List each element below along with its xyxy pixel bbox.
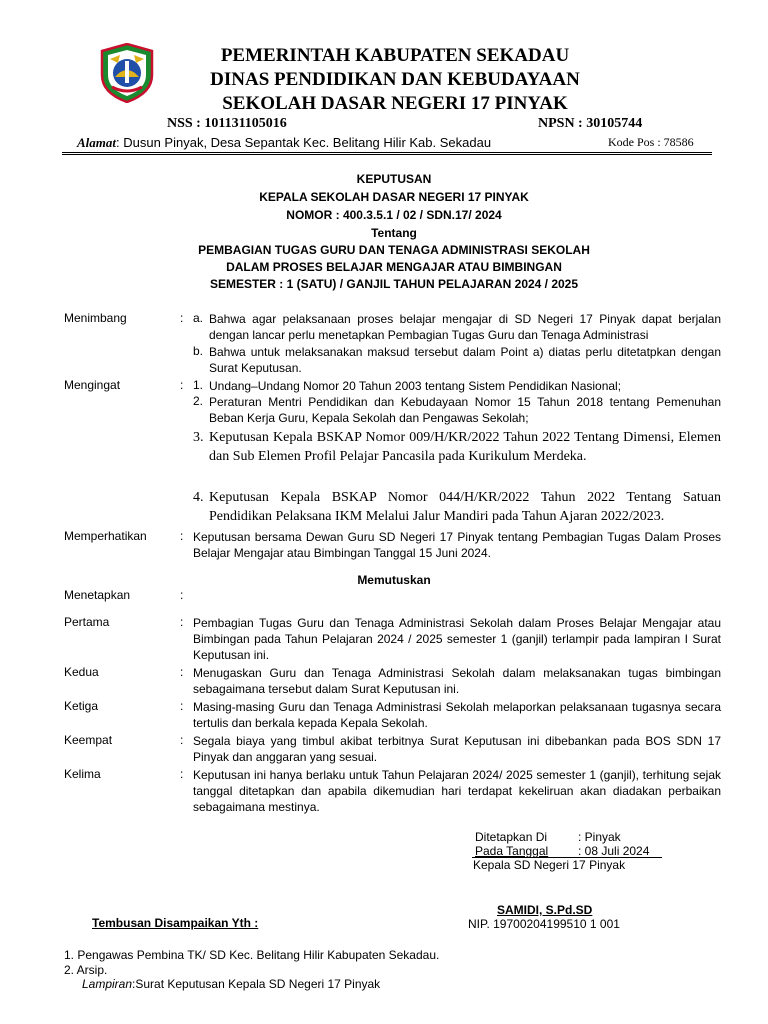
memutuskan-heading: Memutuskan bbox=[357, 573, 431, 587]
pertama-label: Pertama bbox=[64, 615, 110, 629]
memperhatikan-colon: : bbox=[180, 529, 184, 543]
doc-number: NOMOR : 400.3.5.1 / 02 / SDN.17/ 2024 bbox=[286, 208, 502, 222]
pertama-colon: : bbox=[180, 615, 184, 629]
kedua-colon: : bbox=[180, 665, 184, 679]
tembusan-title: Tembusan Disampaikan Yth : bbox=[92, 916, 259, 930]
lampiran-line bbox=[82, 977, 380, 991]
doc-subject-3: SEMESTER : 1 (SATU) / GANJIL TAHUN PELAJARAN 2024 / 2025 bbox=[209, 277, 579, 291]
kelima-label: Kelima bbox=[64, 767, 101, 781]
menimbang-a-marker: a. bbox=[193, 311, 204, 325]
mengingat-item-1: Undang–Undang Nomor 20 Tahun 2003 tentang Sistem Pendidikan Nasional; bbox=[209, 379, 622, 393]
kedua-label: Kedua bbox=[64, 665, 99, 679]
address-line bbox=[77, 135, 491, 151]
ketiga-colon: : bbox=[180, 699, 184, 713]
menimbang-a-text: Bahwa agar pelaksanaan proses belajar mengajar di SD Negeri 17 Pinyak dapat berjalan dengan lancar perlu menetapkan Pembagian Tugas Guru dan Tenaga Administrasi bbox=[209, 312, 721, 342]
keempat-label: Keempat bbox=[64, 733, 113, 747]
mengingat-item-3-number: 3. bbox=[193, 430, 204, 445]
letterhead-line3: SEKOLAH DASAR NEGERI 17 PINYAK bbox=[222, 93, 568, 114]
address-label: Alamat bbox=[77, 135, 117, 150]
ketiga-label: Ketiga bbox=[64, 699, 99, 713]
mengingat-item-2: Peraturan Mentri Pendidikan dan Kebudayaan Nomor 15 Tahun 2018 tentang Pemenuhan Beban Kerja Guru, Kepala Sekolah dan Pengawas Sekolah; bbox=[209, 395, 721, 425]
menimbang-label: Menimbang bbox=[64, 311, 127, 325]
doc-subject-2: DALAM PROSES BELAJAR MENGAJAR ATAU BIMBINGAN bbox=[226, 260, 562, 274]
menimbang-b-marker: b. bbox=[193, 344, 204, 358]
nss-number: NSS : 101131105016 bbox=[167, 116, 287, 131]
address-text: : Dusun Pinyak, Desa Sepantak Kec. Belitang Hilir Kab. Sekadau bbox=[116, 135, 492, 150]
ditetapkan-value: : Pinyak bbox=[578, 830, 621, 844]
letterhead-line2: DINAS PENDIDIKAN DAN KEBUDAYAAN bbox=[210, 69, 580, 90]
mengingat-item-4: Keputusan Kepala BSKAP Nomor 044/H/KR/2022 Tahun 2022 Tentang Satuan Pendidikan Pelaksana IKM Melalui Jalur Mandiri pada Tahun Ajaran 2022/2023. bbox=[209, 490, 721, 524]
ketiga-text: Masing-masing Guru dan Tenaga Administrasi Sekolah melaporkan pelaksanaan tugasnya secara tertulis dan berkala kepada Kepala Sekolah. bbox=[193, 700, 721, 730]
signatory-nip: NIP. 19700204199510 1 001 bbox=[468, 917, 620, 931]
tanggal-value: : 08 Juli 2024 bbox=[578, 844, 650, 858]
doc-tentang: Tentang bbox=[371, 226, 417, 240]
memperhatikan-text: Keputusan bersama Dewan Guru SD Negeri 17 Pinyak tentang Pembagian Tugas Dalam Proses Belajar Mengajar atau Bimbingan Tanggal 15 Juni 2024. bbox=[193, 530, 721, 560]
menimbang-colon: : bbox=[180, 311, 184, 325]
letterhead-divider bbox=[62, 152, 712, 155]
npsn-number: NPSN : 30105744 bbox=[538, 116, 643, 131]
kelima-text: Keputusan ini hanya berlaku untuk Tahun Pelajaran 2024/ 2025 semester 1 (ganjil), terhitung sejak tanggal ditetapkan dan apabila dikemudian hari terdapat kekeliruan akan diadakan perbaikan sebagaimana mestinya. bbox=[193, 768, 721, 814]
kedua-text: Menugaskan Guru dan Tenaga Administrasi Sekolah dalam melaksanakan tugas bimbingan sebagaimana tersebut dalam Surat Keputusan ini. bbox=[193, 666, 721, 696]
mengingat-label: Mengingat bbox=[64, 378, 121, 392]
kelima-colon: : bbox=[180, 767, 184, 781]
mengingat-colon: : bbox=[180, 378, 184, 392]
doc-issuer: KEPALA SEKOLAH DASAR NEGERI 17 PINYAK bbox=[259, 190, 529, 204]
signatory-name: SAMIDI, S.Pd.SD bbox=[497, 903, 593, 917]
mengingat-item-1-number: 1. bbox=[193, 378, 204, 392]
lampiran-text: :Surat Keputusan Kepala SD Negeri 17 Pinyak bbox=[132, 977, 381, 991]
letterhead-line1: PEMERINTAH KABUPATEN SEKADAU bbox=[220, 45, 570, 66]
lampiran-label: Lampiran bbox=[82, 977, 133, 991]
mengingat-item-2-number: 2. bbox=[193, 394, 204, 408]
menimbang-b-text: Bahwa untuk melaksanakan maksud tersebut dalam Point a) diatas perlu ditetatpkan dengan Surat Keputusan. bbox=[209, 345, 721, 375]
kepala-title: Kepala SD Negeri 17 Pinyak bbox=[473, 858, 626, 872]
ditetapkan-label: Ditetapkan Di bbox=[475, 830, 548, 844]
doc-title: KEPUTUSAN bbox=[356, 172, 432, 186]
tembusan-item-1: 1. Pengawas Pembina TK/ SD Kec. Belitang Hilir Kabupaten Sekadau. bbox=[64, 948, 440, 962]
mengingat-item-4-number: 4. bbox=[193, 490, 204, 505]
keempat-colon: : bbox=[180, 733, 184, 747]
memperhatikan-label: Memperhatikan bbox=[64, 529, 147, 543]
pertama-text: Pembagian Tugas Guru dan Tenaga Administrasi Sekolah dalam Proses Belajar Mengajar atau Bimbingan pada Tahun Pelajaran 2024 / 2025 semester 1 (ganjil) terlampir pada lampiran I Surat Keputusan ini. bbox=[193, 616, 721, 662]
menetapkan-colon: : bbox=[180, 588, 184, 602]
tembusan-item-2: 2. Arsip. bbox=[64, 963, 108, 977]
doc-subject-1: PEMBAGIAN TUGAS GURU DAN TENAGA ADMINISTRASI SEKOLAH bbox=[198, 243, 590, 257]
postal-code: Kode Pos : 78586 bbox=[608, 135, 694, 149]
mengingat-item-3: Keputusan Kepala BSKAP Nomor 009/H/KR/2022 Tahun 2022 Tentang Dimensi, Elemen dan Sub Elemen Profil Pelajar Pancasila pada Kurikulum Merdeka. bbox=[209, 430, 721, 464]
menetapkan-label: Menetapkan bbox=[64, 588, 131, 602]
tanggal-label: Pada Tanggal bbox=[475, 844, 549, 858]
keempat-text: Segala biaya yang timbul akibat terbitnya Surat Keputusan ini dibebankan pada BOS SDN 17 Pinyak dan anggaran yang sesuai. bbox=[193, 734, 721, 764]
